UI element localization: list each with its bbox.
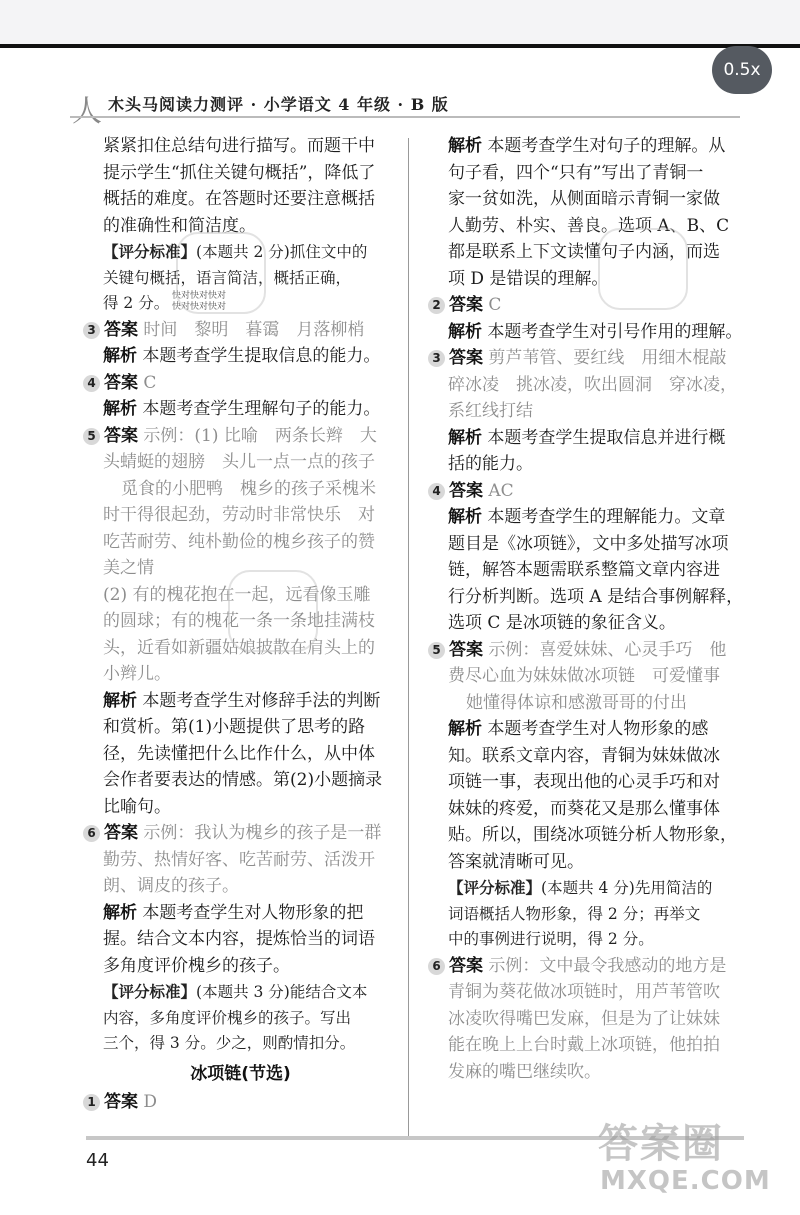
watermark-stamp: [176, 232, 266, 314]
site-watermark: 答案圈 MXQE.COM: [598, 1121, 771, 1196]
question-number-badge: 5: [428, 642, 445, 659]
question-1-analysis: 解析 本题考查学生对句子的理解。从 句子看，四个“只有”写出了青铜一 家一贫如洗，从侧面暗示青铜一家做 人勤劳、朴实、善良。选项 A、B、C 都是联系上下文读懂句子内涵，而选 项 D 是错误的理解。: [448, 136, 730, 289]
question-number-badge: 5: [83, 428, 100, 445]
question-number-badge: 4: [428, 483, 445, 500]
scoring-criteria: 【评分标准】(本题共 2 分)抓住文中的 关键句概括，语言简洁，概括正确， 得 2 分。: [103, 242, 368, 312]
header-rule: [70, 116, 740, 118]
question-4: 4 答案 C 解析 本题考查学生理解句子的能力。: [83, 370, 398, 423]
watermark-stamp: [598, 228, 688, 310]
playback-speed-button[interactable]: 0.5x: [712, 46, 772, 94]
section-title: 冰项链(节选): [190, 1063, 291, 1084]
question-number-badge: 6: [83, 825, 100, 842]
question-4: 4 答案 AC 解析 本题考查学生的理解能力。文章 题目是《冰项链》，文中多处描写冰项 链，解答本题需联系整篇文章内容进 行分析判断。选项 A 是结合事例解释， 选项 C 是冰项链的象征含义。: [428, 478, 748, 637]
scoring-criteria: 【评分标准】(本题共 4 分)先用简洁的 词语概括人物形象，得 2 分；再举文 中的事例进行说明，得 2 分。: [448, 878, 713, 948]
page-number: 44: [86, 1150, 109, 1171]
question-number-badge: 6: [428, 958, 445, 975]
book-title: 木头马阅读力测评 · 小学语文 4 年级 · B 版: [108, 95, 449, 114]
question-3: 3 答案 时间 黎明 暮霭 月落柳梢 解析 本题考查学生提取信息的能力。: [83, 317, 398, 370]
page-header: [70, 92, 740, 129]
intro-paragraph: 紧紧扣住总结句进行描写。而题干中 提示学生“抓住关键句概括”，降低了 概括的难度。在答题时还要注意概括 的准确性和简洁度。: [103, 136, 376, 236]
question-6: 6 答案 示例：我认为槐乡的孩子是一群 勤劳、热情好客、吃苦耐劳、活泼开 朗、调皮的孩子。 解析 本题考查学生对人物形象的把 握。结合文本内容，提炼恰当的词语 多角度评价槐乡的孩子。: [83, 820, 398, 979]
column-divider: [408, 138, 409, 1138]
question-6: 6 答案 示例：文中最令我感动的地方是 青铜为葵花做冰项链时，用芦苇管吹 冰凌吹得嘴巴发麻，但是为了让妹妹 能在晚上上台时戴上冰项链，他拍拍 发麻的嘴巴继续吹。: [428, 953, 748, 1086]
scoring-criteria: 【评分标准】(本题共 3 分)能结合文本 内容，多角度评价槐乡的孩子。写出 三个，得 3 分。少之，则酌情扣分。: [103, 982, 368, 1052]
question-number-badge: 3: [428, 350, 445, 367]
book-logo-icon: 人: [72, 94, 102, 129]
question-number-badge: 1: [83, 1094, 100, 1111]
question-1: 1 答案 D: [83, 1089, 398, 1116]
question-5: 5 答案 示例：喜爱妹妹、心灵手巧 他 费尽心血为妹妹做冰项链 可爱懂事 她懂得体谅和感激哥哥的付出 解析 本题考查学生对人物形象的感 知。联系文章内容，青铜为妹妹做冰 项链一事，表现出他的心灵手巧和对 妹妹的疼爱，而葵花又是那么懂事体 贴。所以，围绕冰项链分析人物形象， 答案就清晰可见。: [428, 637, 748, 876]
watermark-stamp: [228, 570, 318, 652]
question-2: 2 答案 C 解析 本题考查学生对引号作用的理解。: [428, 292, 748, 345]
question-5: 5 答案 示例：(1) 比喻 两条长辫 大 头蜻蜓的翅膀 头儿一点一点的孩子 觅食的小肥鸭 槐乡的孩子采槐米 时干得很起劲，劳动时非常快乐 对 吃苦耐劳、纯朴勤俭的槐乡孩子的赞 美之情 (2) 有的槐花抱在一起，远看像玉雕 的圆球；有的槐花一条一条地挂满枝 头，近看如新疆姑娘披散在肩头上的 小辫儿。 解析 本题考查学生对修辞手法的判断 和赏析。第(1)小题提供了思考的路 径，先读懂把什么比作什么，从中体 会作者要表达的情感。第(2)小题摘录 比喻句。: [83, 423, 398, 821]
question-number-badge: 2: [428, 297, 445, 314]
question-number-badge: 4: [83, 375, 100, 392]
stamp-note: 快对快对快对 快对快对快对: [172, 291, 227, 312]
question-3: 3 答案 剪芦苇管、要红线 用细木棍敲 碎冰凌 挑冰凌，吹出圆洞 穿冰凌， 系红线打结 解析 本题考查学生提取信息并进行概 括的能力。: [428, 345, 748, 478]
right-column: [428, 133, 748, 1085]
viewer-top-bar: [0, 0, 800, 44]
question-number-badge: 3: [83, 322, 100, 339]
